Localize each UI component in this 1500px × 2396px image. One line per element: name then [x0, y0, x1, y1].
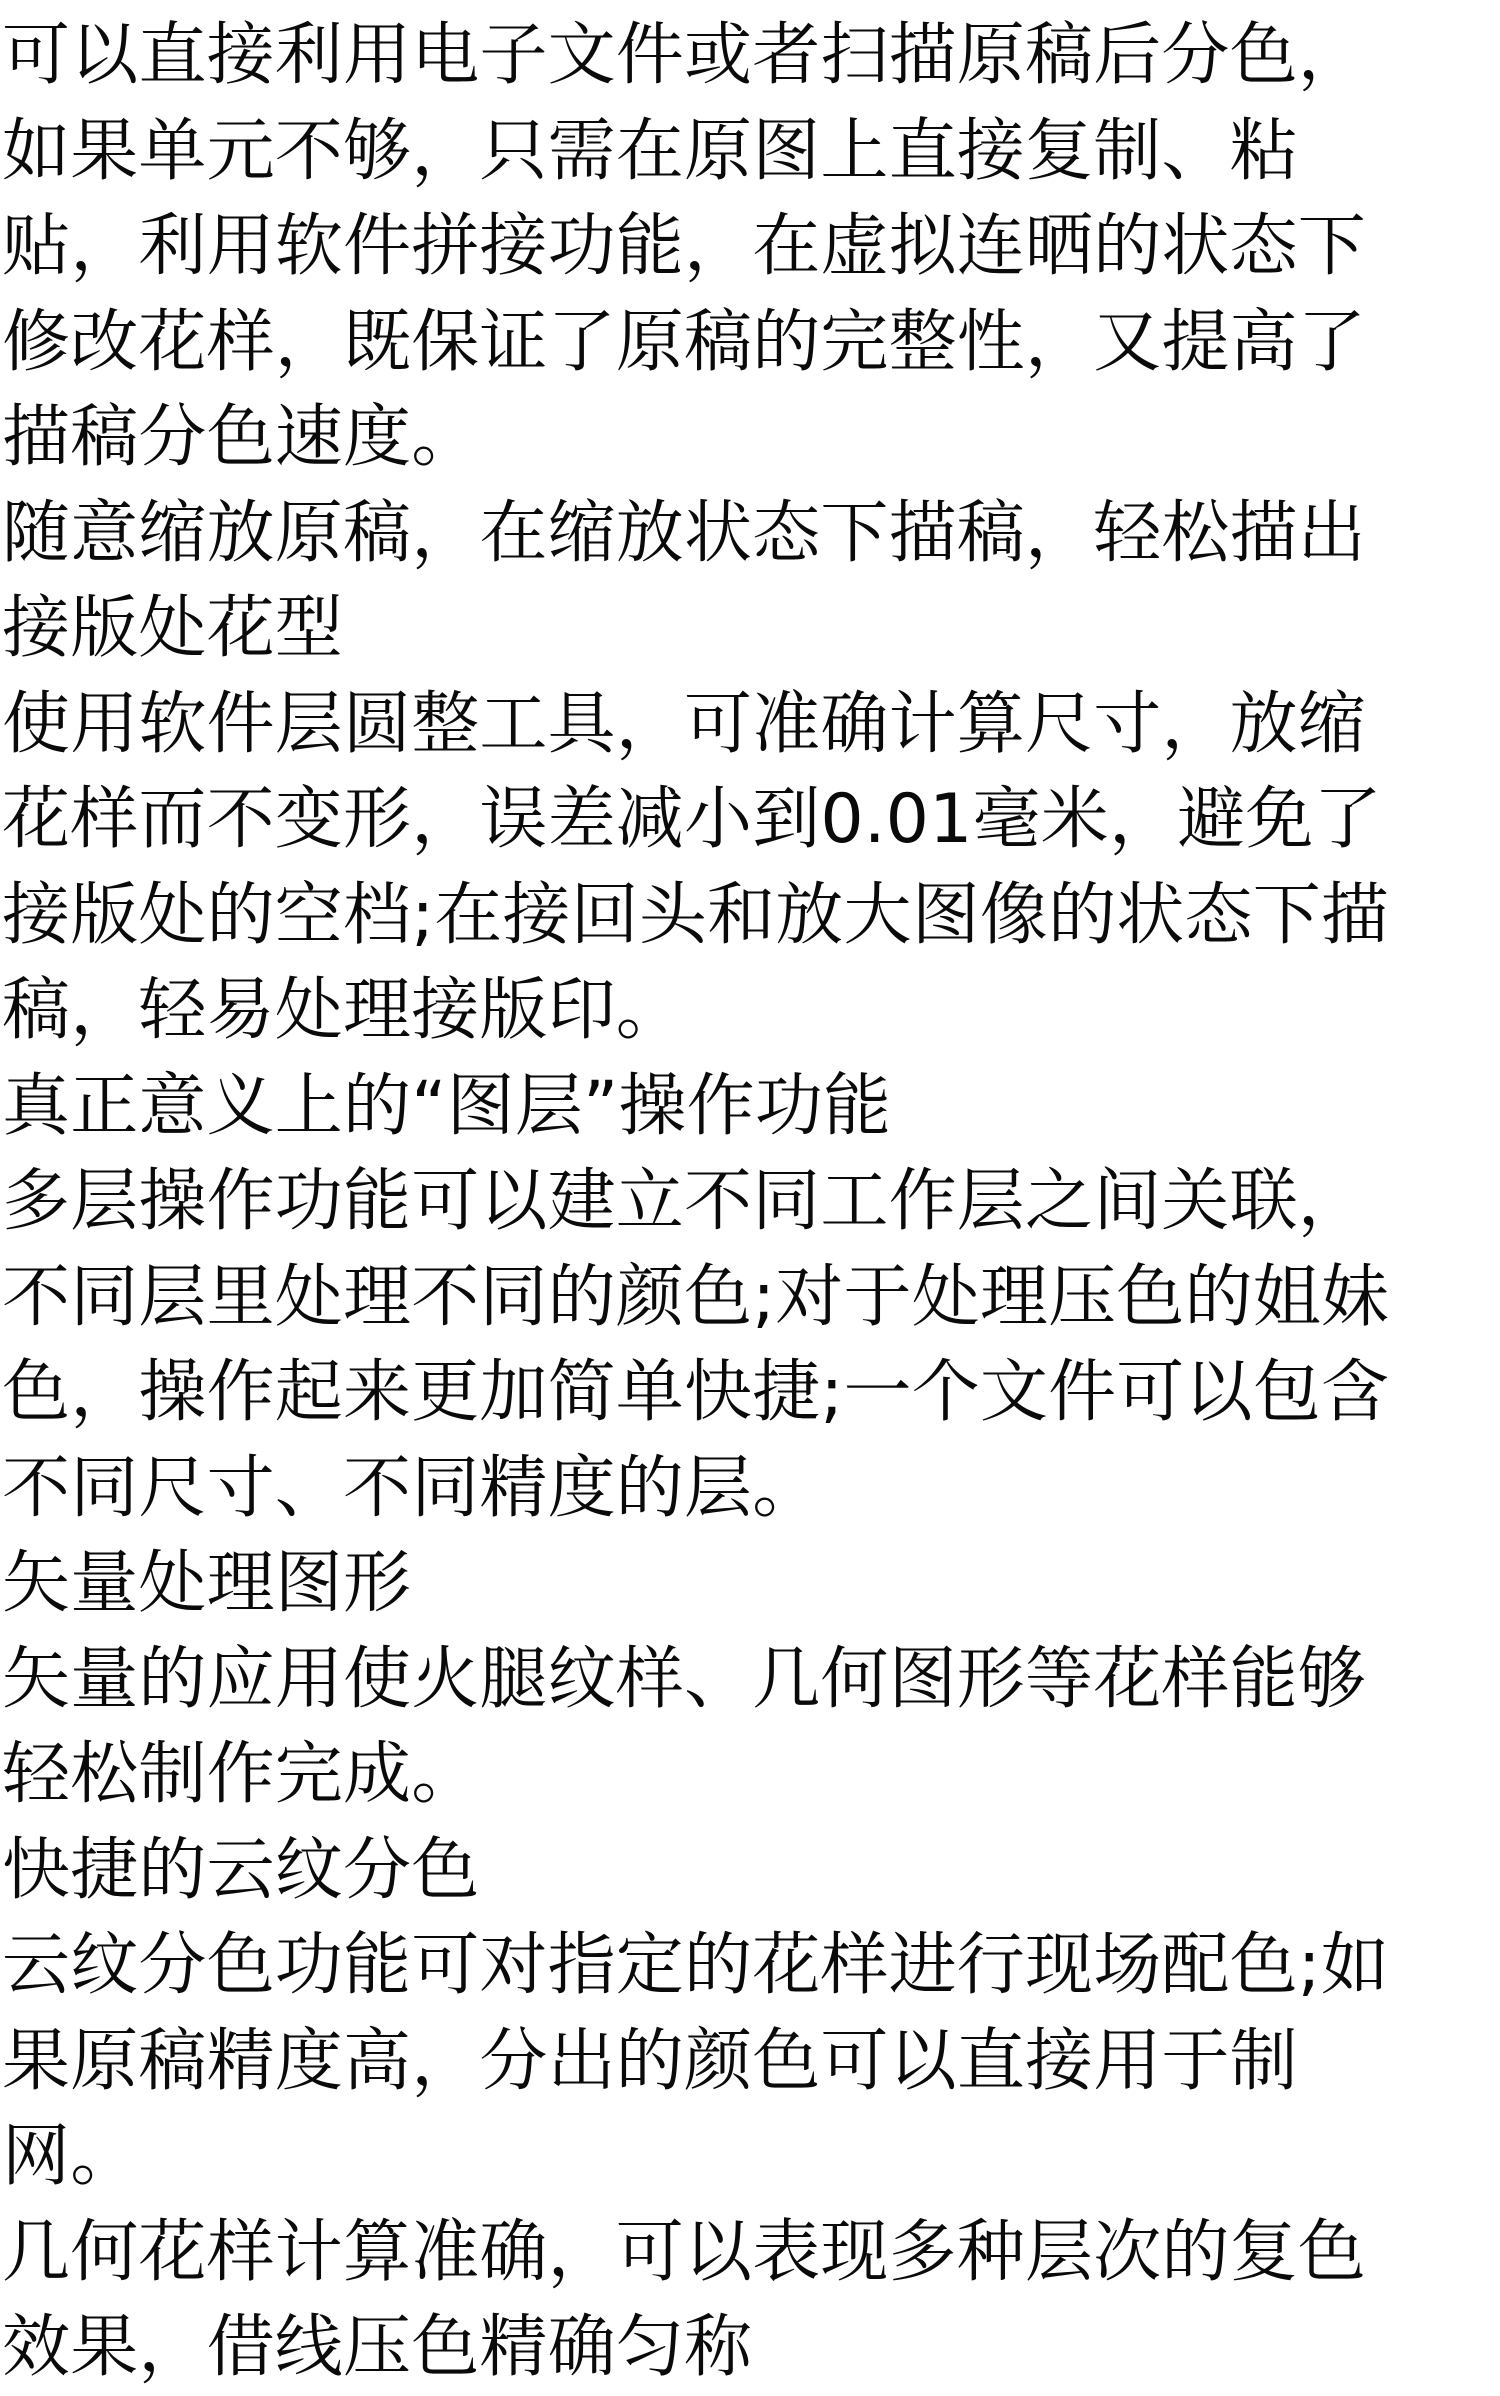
text-line: 色，操作起来更加简单快捷;一个文件可以包含	[2, 1353, 1390, 1432]
section-heading: 快捷的云纹分色	[2, 1830, 480, 1910]
text-line: 修改花样，既保证了原稿的完整性，又提高了	[2, 302, 1367, 382]
text-line: 轻松制作完成。	[2, 1735, 480, 1814]
text-line: 描稿分色速度。	[2, 398, 480, 477]
text-line: 花样而不变形，误差减小到0.01毫米，避免了	[2, 780, 1382, 859]
text-line: 不同尺寸、不同精度的层。	[2, 1448, 821, 1528]
section-heading: 矢量处理图形	[2, 1544, 412, 1623]
section-heading: 真正意义上的“图层”操作功能	[2, 1066, 892, 1146]
text-line: 不同层里处理不同的颜色;对于处理压色的姐妹	[2, 1257, 1390, 1337]
text-line: 网。	[2, 2117, 139, 2196]
text-line: 多层操作功能可以建立不同工作层之间关联，	[2, 1162, 1367, 1241]
text-line: 效果，借线压色精确匀称	[2, 2308, 753, 2387]
text-line: 使用软件层圆整工具，可准确计算尺寸，放缩	[2, 684, 1367, 764]
section-heading: 随意缩放原稿，在缩放状态下描稿，轻松描出	[2, 493, 1367, 573]
text-line: 云纹分色功能可对指定的花样进行现场配色;如	[2, 1926, 1390, 2005]
text-line: 稿，轻易处理接版印。	[2, 971, 685, 1050]
text-line: 几何花样计算准确，可以表现多种层次的复色	[2, 2212, 1367, 2292]
text-line: 可以直接利用电子文件或者扫描原稿后分色，	[2, 16, 1367, 95]
section-heading: 接版处花型	[2, 589, 344, 668]
text-line: 贴，利用软件拼接功能，在虚拟连晒的状态下	[2, 207, 1367, 286]
text-line: 果原稿精度高，分出的颜色可以直接用于制	[2, 2021, 1298, 2101]
text-line: 矢量的应用使火腿纹样、几何图形等花样能够	[2, 1639, 1367, 1719]
text-line: 如果单元不够，只需在原图上直接复制、粘	[2, 111, 1298, 191]
text-line: 接版处的空档;在接回头和放大图像的状态下描	[2, 875, 1390, 955]
document-body	[2, 8, 1498, 2396]
